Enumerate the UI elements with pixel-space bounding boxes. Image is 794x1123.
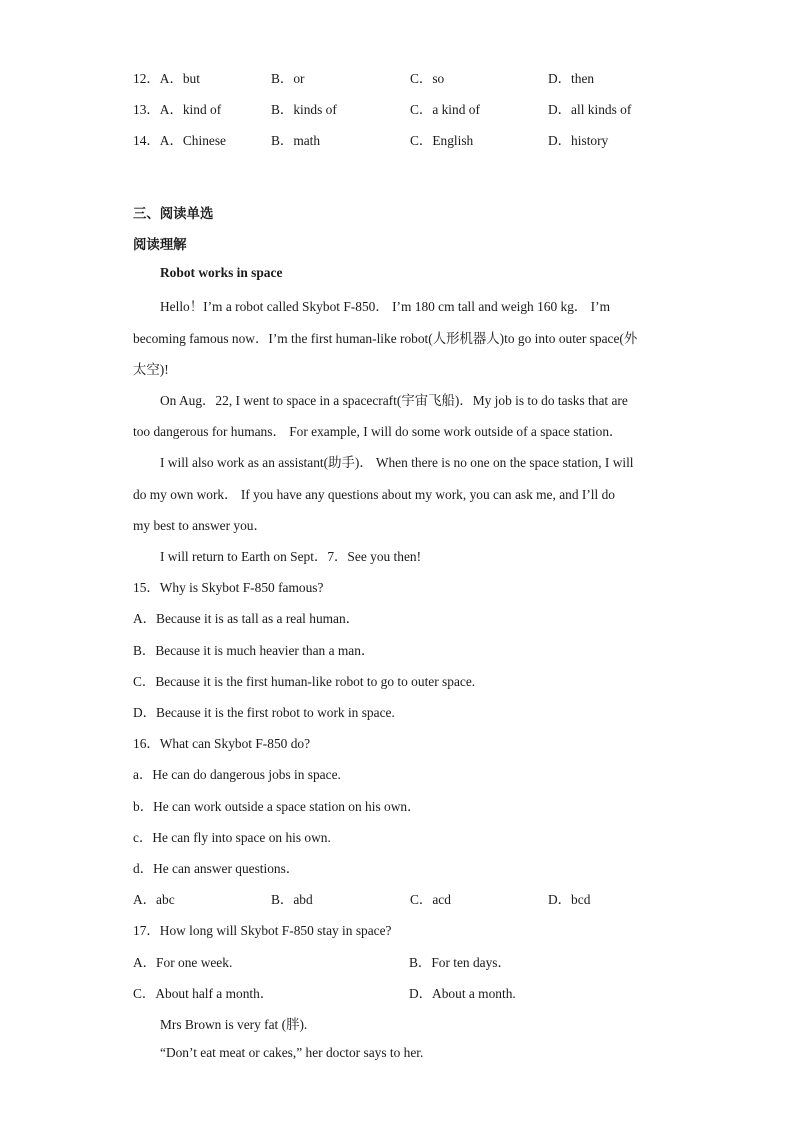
q15-option-a[interactable]: A．Because it is as tall as a real human．: [133, 611, 360, 626]
question-16-options: [133, 889, 693, 907]
section-subtitle: 阅读理解: [133, 238, 187, 253]
q16-option-b[interactable]: B．abd: [271, 892, 313, 907]
passage-line: my best to answer you．: [133, 518, 267, 533]
q16-option-c[interactable]: C．acd: [410, 892, 451, 907]
question-13-options: [133, 99, 693, 117]
question-12-options: [133, 68, 693, 86]
q17-option-c[interactable]: C．About half a month．: [133, 986, 274, 1001]
passage-line: do my own work． If you have any questions about my work, you can ask me, and I’ll do: [133, 487, 615, 502]
q12-option-b[interactable]: B．or: [271, 71, 305, 86]
q15-option-b[interactable]: B．Because it is much heavier than a man．: [133, 643, 375, 658]
q13-option-b[interactable]: B．kinds of: [271, 102, 337, 117]
q16-item: d．He can answer questions．: [133, 861, 300, 876]
question-15-stem: 15．Why is Skybot F-850 famous?: [133, 580, 324, 595]
question-17-options-row2: [133, 983, 693, 1001]
passage-line: Hello！I’m a robot called Skybot F-850． I’m 180 cm tall and weigh 160 kg． I’m: [160, 299, 610, 314]
q15-option-c[interactable]: C．Because it is the first human-like robot to go to outer space.: [133, 674, 476, 689]
passage-line: too dangerous for humans． For example, I will do some work outside of a space station．: [133, 424, 623, 439]
q16-option-d[interactable]: D．bcd: [548, 892, 591, 907]
question-17-stem: 17．How long will Skybot F-850 stay in space?: [133, 923, 392, 938]
q12-option-c[interactable]: C．so: [410, 71, 445, 86]
passage-line: On Aug．22, I went to space in a spacecraft(宇宙飞船)．My job is to do tasks that are: [160, 393, 628, 408]
q13-option-d[interactable]: D．all kinds of: [548, 102, 632, 117]
q14-option-a[interactable]: 14．A．Chinese: [133, 133, 226, 148]
q13-option-c[interactable]: C．a kind of: [410, 102, 480, 117]
q16-item: a．He can do dangerous jobs in space.: [133, 767, 341, 782]
q13-option-a[interactable]: 13．A．kind of: [133, 102, 222, 117]
passage-2-line: Mrs Brown is very fat (胖).: [160, 1017, 308, 1032]
q16-item: c．He can fly into space on his own.: [133, 830, 331, 845]
section-title: 三、阅读单选: [133, 207, 214, 222]
passage-2-line: “Don’t eat meat or cakes,” her doctor says to her.: [160, 1045, 424, 1060]
q17-option-a[interactable]: A．For one week.: [133, 955, 233, 970]
q14-option-c[interactable]: C．English: [410, 133, 474, 148]
q16-option-a[interactable]: A．abc: [133, 892, 175, 907]
question-14-options: [133, 130, 693, 148]
passage-line: becoming famous now．I’m the first human-like robot(人形机器人)to go into outer space(外: [133, 331, 638, 346]
question-16-stem: 16．What can Skybot F-850 do?: [133, 736, 311, 751]
q17-option-b[interactable]: B．For ten days．: [409, 955, 511, 970]
q17-option-d[interactable]: D．About a month.: [409, 986, 516, 1001]
passage-line: I will return to Earth on Sept．7．See you then!: [160, 549, 422, 564]
passage-line: 太空)!: [133, 362, 169, 377]
q12-option-d[interactable]: D．then: [548, 71, 595, 86]
passage-title: Robot works in space: [160, 265, 283, 280]
q16-item: b．He can work outside a space station on his own．: [133, 799, 421, 814]
q14-option-d[interactable]: D．history: [548, 133, 609, 148]
q12-option-a[interactable]: 12．A．but: [133, 71, 200, 86]
question-17-options-row1: [133, 952, 693, 970]
q14-option-b[interactable]: B．math: [271, 133, 321, 148]
passage-line: I will also work as an assistant(助手)． When there is no one on the space station, I will: [160, 455, 634, 470]
q15-option-d[interactable]: D．Because it is the first robot to work in space.: [133, 705, 395, 720]
